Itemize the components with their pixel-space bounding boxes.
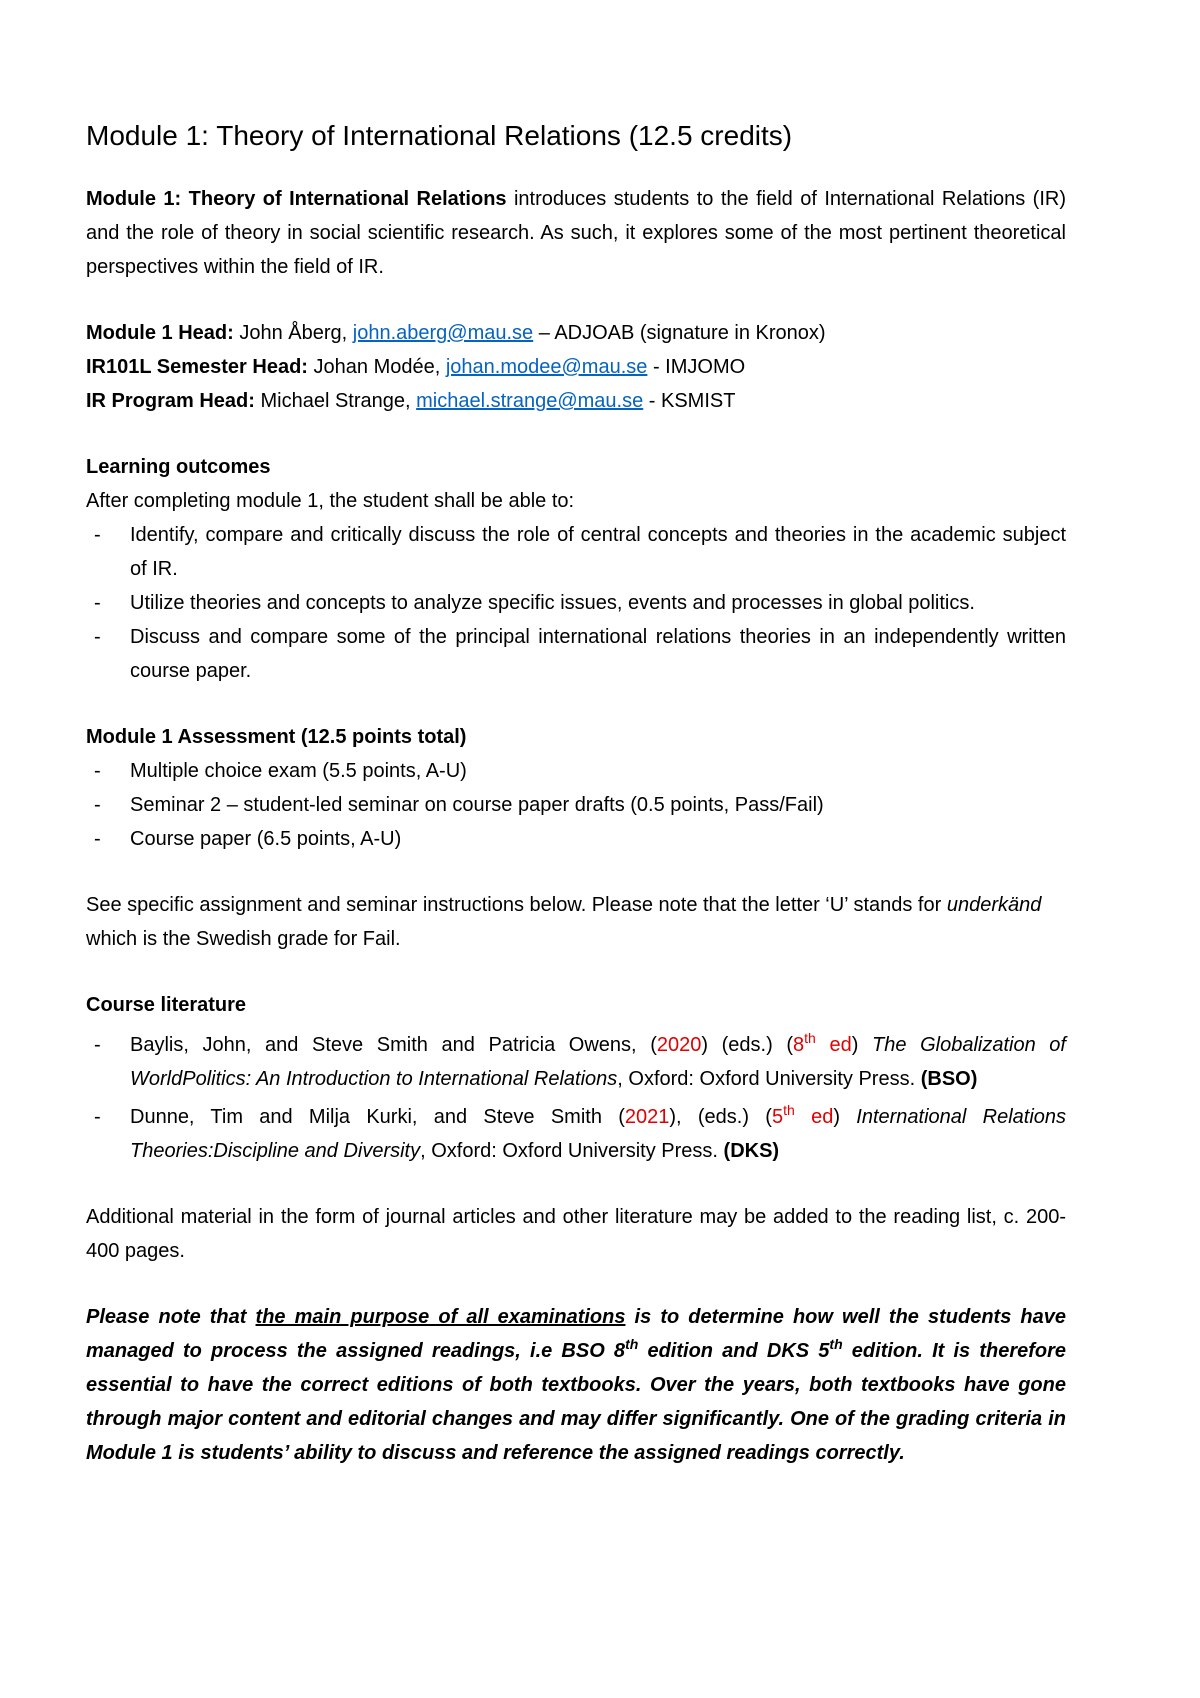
list-item: - Multiple choice exam (5.5 points, A-U) xyxy=(86,754,1066,788)
lit-edition-number: 5 xyxy=(771,1106,784,1128)
note-text: edition and DKS 5 xyxy=(638,1340,830,1362)
literature-item-dks xyxy=(86,1100,1066,1168)
lit-mid: ) (eds.) ( xyxy=(701,1034,794,1056)
lit-code: (BSO) xyxy=(920,1068,978,1090)
contacts-block xyxy=(86,316,1066,418)
intro-paragraph xyxy=(86,182,1066,284)
list-item: - Discuss and compare some of the principal international relations theories in an independently written course paper. xyxy=(86,620,1066,688)
list-item: - Course paper (6.5 points, A-U) xyxy=(86,822,1066,856)
note-text: is to determine how well the students have managed to process the assigned readings, i.e BSO 8 xyxy=(86,1306,1066,1362)
intro-text: introduces students to the field of International Relations (IR) and the role of theory in social scientific research. As such, it explores some of the most pertinent theoretical perspectives within the field of IR. xyxy=(86,188,1066,278)
contact-rest: – ADJOAB (signature in Kronox) xyxy=(533,322,826,344)
note-text: Please note that xyxy=(86,1306,256,1328)
literature-section xyxy=(86,988,1066,1168)
grade-note-text: See specific assignment and seminar instructions below. Please note that the letter ‘U’ stands for xyxy=(86,894,947,916)
note-sup: th xyxy=(829,1336,843,1352)
important-note-paragraph xyxy=(86,1300,1066,1470)
assessment-list xyxy=(86,754,1066,856)
note-sup: th xyxy=(625,1336,639,1352)
lit-title: The Globalization of WorldPolitics: An Introduction to International Relations xyxy=(130,1034,1066,1090)
lit-publisher: , Oxford: Oxford University Press. xyxy=(420,1140,724,1162)
lit-year: 2021 xyxy=(624,1106,670,1128)
grade-note-paragraph xyxy=(86,888,1066,956)
list-item: - Seminar 2 – student-led seminar on course paper drafts (0.5 points, Pass/Fail) xyxy=(86,788,1066,822)
contact-line-semester-head xyxy=(86,350,1066,384)
page-title: Module 1: Theory of International Relations (12.5 credits) xyxy=(86,120,793,151)
contact-label: IR101L Semester Head: xyxy=(86,356,308,378)
contact-line-program-head xyxy=(86,384,1066,418)
lit-authors: Baylis, John, and Steve Smith and Patricia Owens, ( xyxy=(130,1034,657,1056)
assessment-heading: Module 1 Assessment (12.5 points total) xyxy=(86,726,467,748)
contact-label: Module 1 Head: xyxy=(86,322,234,344)
lit-close: ) xyxy=(851,1034,872,1056)
lit-edition-word: ed xyxy=(794,1106,834,1128)
assessment-section xyxy=(86,720,1066,856)
lit-edition-sup: th xyxy=(783,1102,795,1118)
lit-code: (DKS) xyxy=(723,1140,780,1162)
learning-outcomes-section xyxy=(86,450,1066,688)
additional-material-paragraph: Additional material in the form of journal articles and other literature may be added to the reading list, c. 200-400 pages. xyxy=(86,1206,1066,1262)
note-text: edition. It is therefore essential to have the correct editions of both textbooks. Over the years, both textbooks have gone through major content and editorial changes and may differ significantly. One of the grading criteria in Module 1 is students’ ability to discuss and reference the assigned readings correctly. xyxy=(86,1340,1067,1464)
learning-outcomes-heading: Learning outcomes xyxy=(86,456,271,478)
lit-year: 2020 xyxy=(656,1034,702,1056)
lit-title: International Relations Theories:Discipline and Diversity xyxy=(130,1106,1067,1162)
list-item: - Utilize theories and concepts to analyze specific issues, events and processes in global politics. xyxy=(86,586,1066,620)
lit-authors: Dunne, Tim and Milja Kurki, and Steve Smith ( xyxy=(130,1106,625,1128)
grade-note-text-end: which is the Swedish grade for Fail. xyxy=(86,928,401,950)
contact-line-module-head xyxy=(86,316,1066,350)
lit-mid: ), (eds.) ( xyxy=(669,1106,772,1128)
contact-label: IR Program Head: xyxy=(86,390,255,412)
contact-rest: - IMJOMO xyxy=(647,356,746,378)
email-link-aberg[interactable]: john.aberg@mau.se xyxy=(352,322,534,344)
lit-close: ) xyxy=(833,1106,857,1128)
lit-edition-sup: th xyxy=(804,1030,816,1046)
contact-name: Johan Modée, xyxy=(307,356,446,378)
literature-list xyxy=(86,1028,1066,1168)
contact-rest: - KSMIST xyxy=(643,390,736,412)
note-underlined: the main purpose of all examinations xyxy=(255,1306,626,1328)
document-content xyxy=(86,116,1066,1470)
literature-heading: Course literature xyxy=(86,994,247,1016)
learning-outcomes-intro: After completing module 1, the student shall be able to: xyxy=(86,490,575,512)
contact-name: Michael Strange, xyxy=(254,390,417,412)
lit-edition-number: 8 xyxy=(793,1034,805,1056)
intro-lead: Module 1: Theory of International Relations xyxy=(86,188,507,210)
lit-edition-word: ed xyxy=(815,1034,852,1056)
grade-note-term: underkänd xyxy=(946,894,1042,916)
learning-outcomes-list xyxy=(86,518,1066,688)
email-link-modee[interactable]: johan.modee@mau.se xyxy=(445,356,648,378)
lit-publisher: , Oxford: Oxford University Press. xyxy=(617,1068,921,1090)
email-link-strange[interactable]: michael.strange@mau.se xyxy=(416,390,644,412)
literature-item-bso xyxy=(86,1028,1066,1096)
list-item: - Identify, compare and critically discuss the role of central concepts and theories in the academic subject of IR. xyxy=(86,518,1066,586)
contact-name: John Åberg, xyxy=(233,322,353,344)
